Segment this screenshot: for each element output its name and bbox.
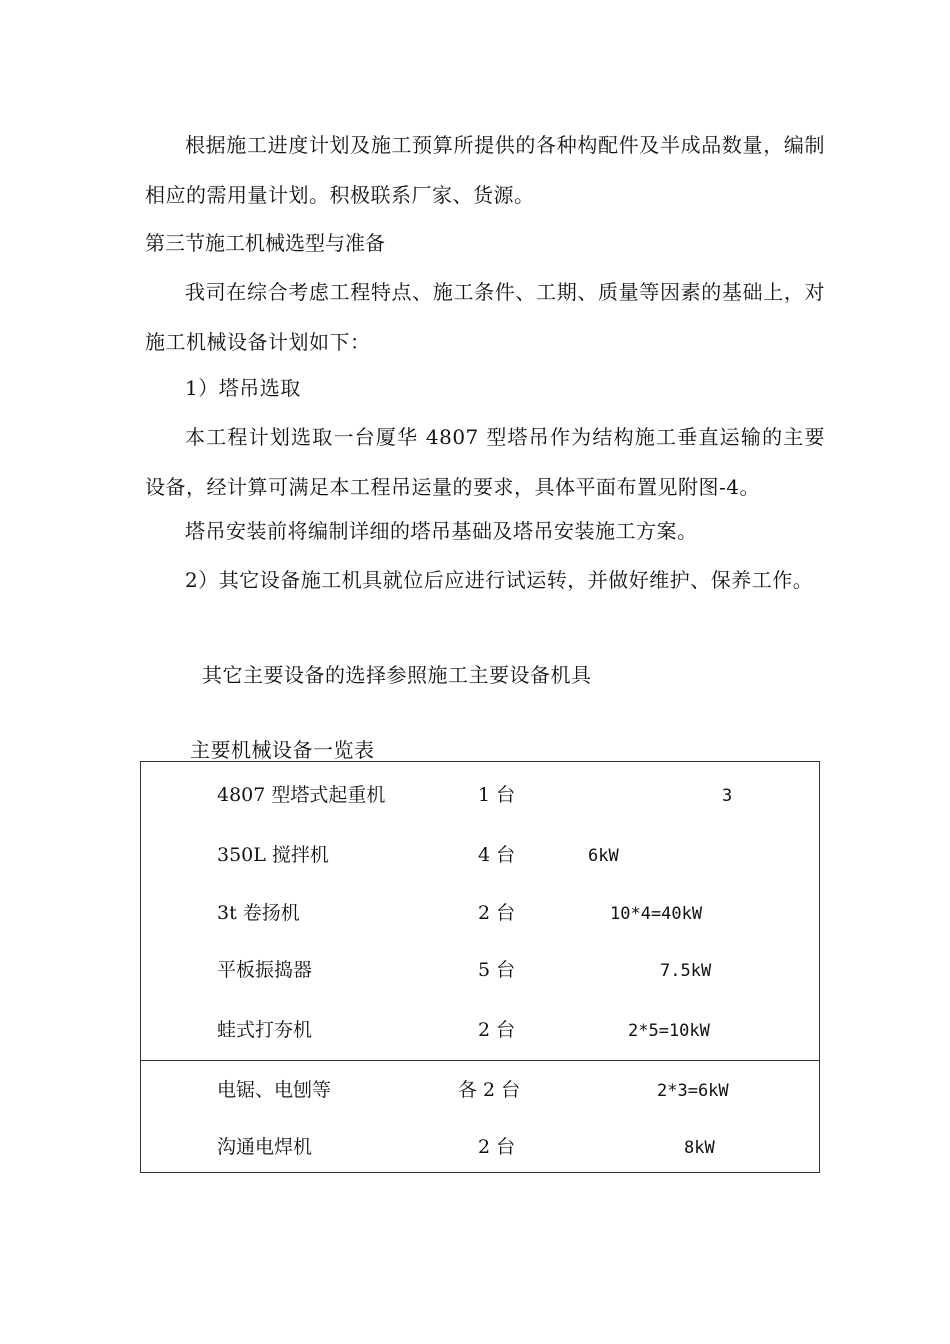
- table-row-power: 8kW: [684, 1138, 715, 1158]
- table-row-power: 3: [722, 786, 733, 806]
- table-row-power: 2*5=10kW: [628, 1021, 710, 1041]
- table-row-name: 电锯、电刨等: [217, 1079, 332, 1101]
- paragraph-materials-plan: 根据施工进度计划及施工预算所提供的各种构配件及半成品数量，编制相应的需用量计划。积极联系厂家、货源。: [145, 133, 825, 207]
- table-row-qty: 2 台: [478, 1136, 516, 1158]
- table-row-name: 蛙式打夯机: [217, 1019, 313, 1041]
- table-row-qty: 4 台: [478, 844, 516, 866]
- table-row-name: 平板振捣器: [217, 959, 313, 981]
- table-row-qty: 1 台: [478, 784, 516, 806]
- paragraph-tower-crane: 本工程计划选取一台厦华 4807 型塔吊作为结构施工垂直运输的主要设备，经计算可满足本工程吊运量的要求，具体平面布置见附图-4。: [145, 425, 825, 499]
- table-row-name: 4807 型塔式起重机: [217, 784, 386, 806]
- section-title: 第三节施工机械选型与准备: [145, 231, 385, 255]
- item-tower-crane-title: 1）塔吊选取: [185, 376, 301, 400]
- paragraph-machinery-intro: 我司在综合考虑工程特点、施工条件、工期、质量等因素的基础上，对施工机械设备计划如下：: [145, 280, 825, 354]
- table-divider: [140, 1060, 820, 1061]
- paragraph-other-equipment: 2）其它设备施工机具就位后应进行试运转，并做好维护、保养工作。: [185, 568, 814, 592]
- table-caption: 主要机械设备一览表: [190, 738, 375, 762]
- table-row-power: 6kW: [588, 846, 619, 866]
- table-row-qty: 各 2 台: [458, 1079, 521, 1101]
- table-row-power: 10*4=40kW: [610, 904, 703, 924]
- paragraph-crane-installation: 塔吊安装前将编制详细的塔吊基础及塔吊安装施工方案。: [185, 519, 698, 543]
- table-row-power: 7.5kW: [660, 961, 712, 981]
- table-row-qty: 5 台: [478, 959, 516, 981]
- table-row-power: 2*3=6kW: [657, 1081, 729, 1101]
- paragraph-equipment-reference: 其它主要设备的选择参照施工主要设备机具: [202, 663, 592, 687]
- table-row-qty: 2 台: [478, 1019, 516, 1041]
- table-row-name: 3t 卷扬机: [217, 902, 300, 924]
- table-row-name: 沟通电焊机: [217, 1136, 313, 1158]
- table-row-qty: 2 台: [478, 902, 516, 924]
- table-row-name: 350L 搅拌机: [217, 844, 329, 866]
